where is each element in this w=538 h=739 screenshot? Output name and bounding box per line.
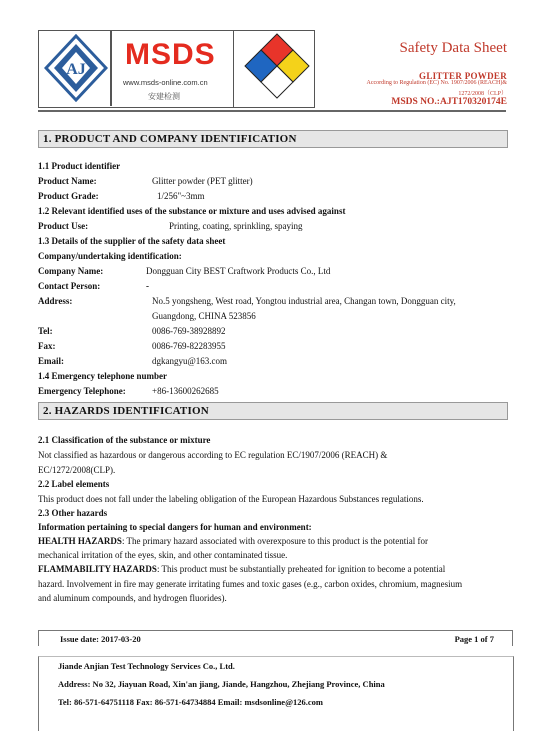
classification-line-1: Not classified as hazardous or dangerous according to EC regulation EC/1907/2006 (REACH) &: [38, 450, 388, 460]
footer-left-edge: [38, 630, 39, 646]
msds-logo-text: MSDS: [125, 38, 216, 71]
product-heading: GLITTER POWDER: [419, 71, 507, 81]
regulation-line-2: 1272/2008（CLP）: [458, 91, 507, 97]
subsection-2-1: 2.1 Classification of the substance or mixture: [38, 435, 211, 445]
document-title: Safety Data Sheet: [399, 40, 507, 56]
company-name-value: Dongguan City BEST Craftwork Products Co., Ltd: [146, 266, 331, 276]
flammability-hazards-text: : This product must be substantially preheated for ignition to become a potential: [156, 564, 446, 574]
fax-value: 0086-769-82283955: [152, 341, 226, 351]
msds-logo-chinese: 安建检测: [148, 92, 180, 101]
footer-company-name: Jiande Anjian Test Technology Services Co., Ltd.: [58, 661, 235, 671]
header-divider: [110, 30, 112, 106]
section-2-title: 2. HAZARDS IDENTIFICATION: [43, 405, 209, 417]
contact-person-value: -: [146, 281, 149, 291]
regulation-line-1: According to Regulation (EC) No. 1907/2006 (REACH)&: [366, 80, 507, 86]
health-hazards-line-1: [38, 535, 428, 547]
company-identification-label: Company/undertaking identification:: [38, 251, 182, 261]
footer-right-edge: [512, 630, 513, 646]
msds-number: MSDS NO.:AJT170320174E: [391, 97, 507, 107]
footer-contact: Tel: 86-571-64751118 Fax: 86-571-64734884 Email: msdsonline@126.com: [58, 697, 323, 707]
flammability-hazards-line-3: and aluminum compounds, and hydrogen fluorides).: [38, 593, 227, 603]
product-use-value: Printing, coating, sprinkling, spaying: [169, 221, 303, 231]
product-name-label: Product Name:: [38, 176, 97, 186]
flammability-hazards-label: FLAMMABILITY HAZARDS: [38, 564, 157, 574]
product-grade-label: Product Grade:: [38, 191, 99, 201]
label-elements-text: This product does not fall under the labeling obligation of the European Hazardous Substances regulations.: [38, 494, 424, 504]
classification-line-2: EC/1272/2008(CLP).: [38, 465, 116, 475]
subsection-1-4: 1.4 Emergency telephone number: [38, 371, 167, 381]
product-name-value: Glitter powder (PET glitter): [152, 176, 253, 186]
msds-logo: [119, 40, 227, 78]
subsection-1-2: 1.2 Relevant identified uses of the substance or mixture and uses advised against: [38, 206, 346, 216]
subsection-2-3: 2.3 Other hazards: [38, 508, 108, 518]
company-name-label: Company Name:: [38, 266, 104, 276]
health-hazards-line-2: mechanical irritation of the eyes, skin, and other contaminated tissue.: [38, 550, 288, 560]
footer-address: Address: No 32, Jiayuan Road, Xin'an jiang, Jiande, Hangzhou, Zhejiang Province, China: [58, 679, 385, 689]
address-line-2: Guangdong, CHINA 523856: [152, 311, 256, 321]
msds-logo-url: www.msds-online.com.cn: [123, 78, 208, 87]
svg-text:AJ: AJ: [66, 61, 86, 78]
special-dangers-heading: Information pertaining to special dangers for human and environment:: [38, 522, 312, 532]
flammability-hazards-line-2: hazard. Involvement in fire may generate irritating fumes and toxic gases (e.g., carbon oxides, chromium, magnesium: [38, 579, 463, 589]
section-1-title: 1. PRODUCT AND COMPANY IDENTIFICATION: [43, 133, 297, 145]
page-number: Page 1 of 7: [454, 634, 494, 644]
flammability-hazards-line-1: [38, 563, 445, 575]
section-1-header: [38, 130, 508, 148]
subsection-2-2: 2.2 Label elements: [38, 479, 110, 489]
section-2-header: [38, 402, 508, 420]
issue-date: Issue date: 2017-03-20: [60, 634, 141, 644]
health-hazards-text: : The primary hazard associated with overexposure to this product is the potential for: [121, 536, 428, 546]
tel-value: 0086-769-38928892: [152, 326, 226, 336]
product-grade-value: 1/256"~3mm: [157, 191, 205, 201]
email-label: Email:: [38, 356, 64, 366]
contact-person-label: Contact Person:: [38, 281, 101, 291]
header-rule: [38, 110, 506, 112]
address-line-1: No.5 yongsheng, West road, Yongtou industrial area, Changan town, Dongguan city,: [152, 296, 456, 306]
footer-rule: [38, 630, 512, 631]
emergency-telephone-label: Emergency Telephone:: [38, 386, 126, 396]
tel-label: Tel:: [38, 326, 53, 336]
emergency-telephone-value: +86-13600262685: [152, 386, 219, 396]
fax-label: Fax:: [38, 341, 56, 351]
product-use-label: Product Use:: [38, 221, 89, 231]
subsection-1-1: 1.1 Product identifier: [38, 161, 121, 171]
subsection-1-3: 1.3 Details of the supplier of the safety data sheet: [38, 236, 226, 246]
address-label: Address:: [38, 296, 73, 306]
aj-company-logo: [44, 34, 108, 102]
nfpa-hazard-diamond-icon: [244, 33, 310, 99]
email-value: dgkangyu@163.com: [152, 356, 228, 366]
health-hazards-label: HEALTH HAZARDS: [38, 536, 122, 546]
